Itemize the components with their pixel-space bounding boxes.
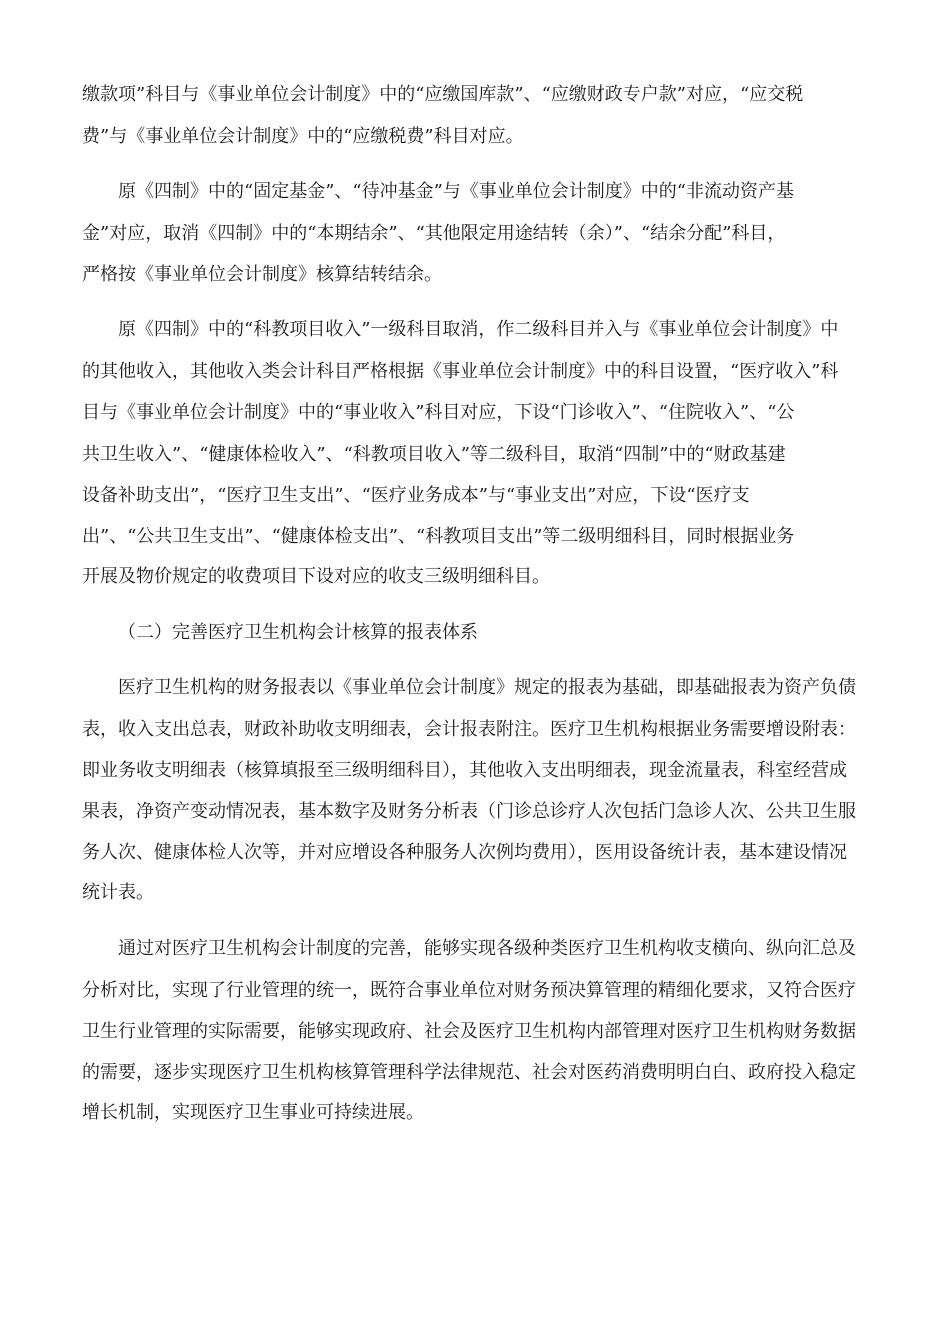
text-line: 原《四制》中的“科教项目收入”一级科目取消，作二级科目并入与《事业单位会计制度》中 [118, 319, 839, 340]
text-line: 的需要，逐步实现医疗卫生机构核算管理科学法律规范、社会对医药消费明明白白、政府投入稳定 [82, 1062, 856, 1083]
text-line: 统计表。 [82, 882, 154, 903]
text-line: 缴款项”科目与《事业单位会计制度》中的“应缴国库款”、“应缴财政专户款”对应，“应交税 [82, 84, 804, 105]
text-line: 增长机制，实现医疗卫生事业可持续进展。 [82, 1102, 424, 1123]
text-line: 通过对医疗卫生机构会计制度的完善，能够实现各级种类医疗卫生机构收支横向、纵向汇总及 [118, 938, 856, 959]
text-line: 设备补助支出”，“医疗卫生支出”、“医疗业务成本”与“事业支出”对应，下设“医疗支 [82, 485, 750, 506]
text-line: 医疗卫生机构的财务报表以《事业单位会计制度》规定的报表为基础，即基础报表为资产负债 [118, 677, 856, 698]
text-line: 严格按《事业单位会计制度》核算结转结余。 [82, 264, 442, 285]
text-line: 费”与《事业单位会计制度》中的“应缴税费”科目对应。 [82, 126, 524, 147]
heading-line: （二）完善医疗卫生机构会计核算的报表体系 [118, 622, 478, 643]
text-line: 出”、“公共卫生支出”、“健康体检支出”、“科教项目支出”等二级明细科目，同时根据业务 [82, 526, 795, 547]
text-line: 表，收入支出总表，财政补助收支明细表，会计报表附注。医疗卫生机构根据业务需要增设附表： [82, 719, 856, 740]
text-line: 共卫生收入”、“健康体检收入”、“科教项目收入”等二级科目，取消“四制”中的“财政基建 [82, 444, 786, 465]
text-line: 原《四制》中的“固定基金”、“待冲基金”与《事业单位会计制度》中的“非流动资产基 [118, 181, 795, 202]
text-line: 务人次、健康体检人次等，并对应增设各种服务人次例均费用），医用设备统计表，基本建设情况 [82, 842, 847, 863]
text-line: 果表，净资产变动情况表，基本数字及财务分析表（门诊总诊疗人次包括门急诊人次、公共卫生服 [82, 801, 856, 822]
text-line: 金”对应，取消《四制》中的“本期结余”、“其他限定用途结转（余）”、“结余分配”科目， [82, 223, 786, 244]
text-line: 的其他收入，其他收入类会计科目严格根据《事业单位会计制度》中的科目设置，“医疗收入”科 [82, 361, 839, 382]
text-line: 目与《事业单位会计制度》中的“事业收入”科目对应，下设“门诊收入”、“住院收入”、“公 [82, 402, 795, 423]
text-line: 分析对比，实现了行业管理的统一，既符合事业单位对财务预决算管理的精细化要求，又符合医疗 [82, 980, 856, 1001]
text-line: 开展及物价规定的收费项目下设对应的收支三级明细科目。 [82, 566, 550, 587]
text-line: 卫生行业管理的实际需要，能够实现政府、社会及医疗卫生机构内部管理对医疗卫生机构财务数据 [82, 1021, 856, 1042]
text-line: 即业务收支明细表（核算填报至三级明细科目），其他收入支出明细表，现金流量表，科室经营成 [82, 760, 847, 781]
